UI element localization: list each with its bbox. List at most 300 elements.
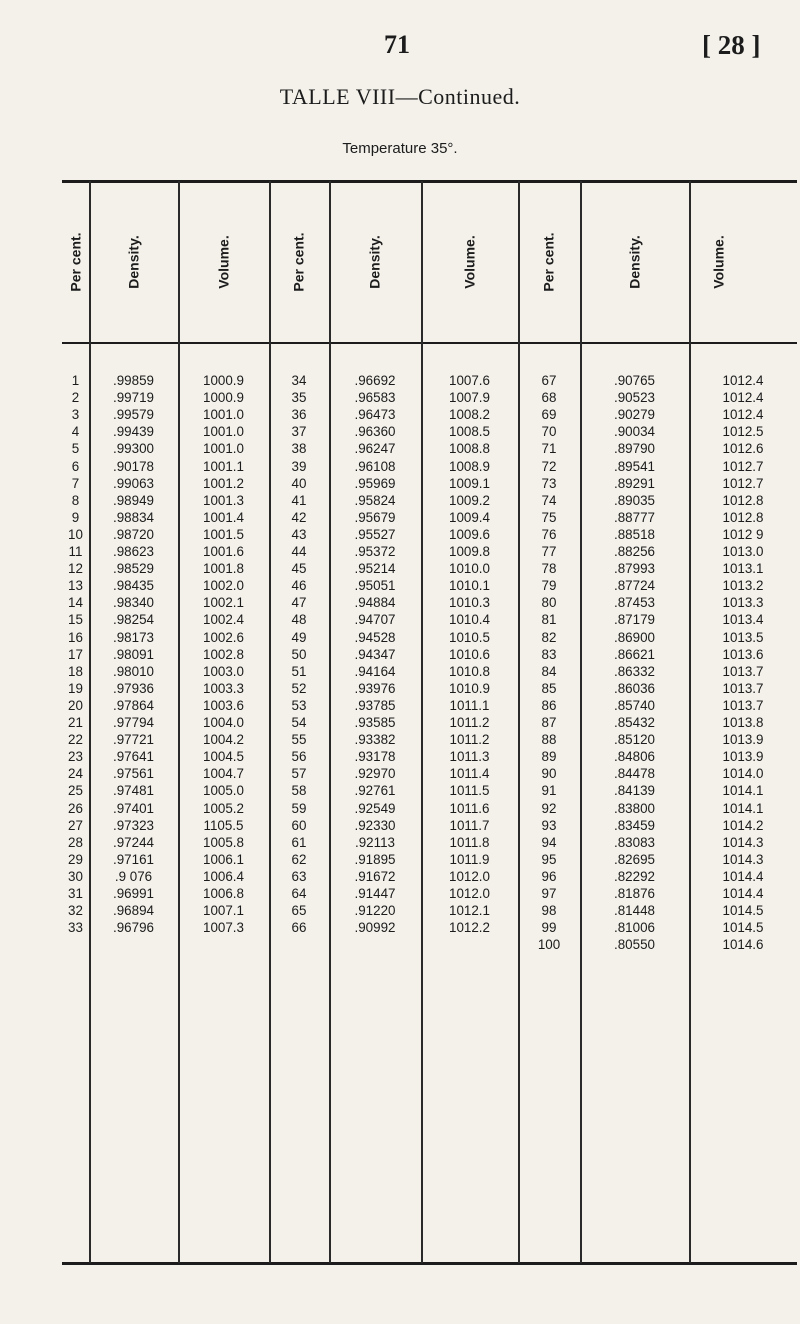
volume-cell: 1005.8 <box>203 834 244 850</box>
volume-cell: 1011.5 <box>449 783 490 799</box>
density-cell: .97936 <box>113 680 154 696</box>
per-cent-cell: 11 <box>68 544 83 559</box>
per-cent-cell: 91 <box>541 783 557 799</box>
per-cent-cell: 79 <box>541 578 557 594</box>
per-cent-cell: 7 <box>71 475 80 491</box>
per-cent-cell: 43 <box>291 526 307 542</box>
volume-cell: 1008.9 <box>449 458 490 474</box>
density-cell: .90765 <box>614 373 655 388</box>
density-cell: .89541 <box>614 458 655 474</box>
per-cent-cell: 97 <box>541 886 557 901</box>
density-cell: .98340 <box>113 595 154 611</box>
density-cell: .81876 <box>614 886 655 901</box>
header-per-cent: Per cent. <box>290 232 307 292</box>
density-cell: .9 076 <box>114 868 153 884</box>
density-cell: .84806 <box>614 749 655 765</box>
header-volume: Volume. <box>710 235 727 289</box>
density-cell: .97161 <box>113 851 154 867</box>
per-cent-cell: 3 <box>71 407 80 423</box>
per-cent-cell: 57 <box>291 766 307 782</box>
per-cent-cell: 99 <box>541 920 557 936</box>
per-cent-cell: 54 <box>291 715 307 730</box>
density-cell: .94347 <box>354 646 396 662</box>
per-cent-cell: 28 <box>68 834 83 850</box>
volume-cell: 1012.1 <box>449 903 490 919</box>
per-cent-cell: 41 <box>291 492 307 508</box>
density-cell: .99719 <box>113 390 154 406</box>
volume-cell: 1009.1 <box>449 475 490 491</box>
per-cent-cell: 24 <box>68 766 83 782</box>
density-cell: .87724 <box>614 578 655 594</box>
per-cent-cell: 10 <box>68 526 83 542</box>
density-cell: .92330 <box>354 817 396 833</box>
volume-cell: 1010.9 <box>449 680 490 696</box>
per-cent-cell: 55 <box>291 732 307 748</box>
per-cent-cell: 58 <box>291 783 307 799</box>
density-cell: .98254 <box>113 612 154 628</box>
density-cell: .96247 <box>354 441 396 457</box>
volume-cell: 1014.5 <box>722 903 764 919</box>
per-cent-cell: 31 <box>68 886 83 901</box>
density-cell: .89790 <box>614 441 655 457</box>
density-cell: .94707 <box>354 612 396 628</box>
per-cent-cell: 5 <box>71 441 80 457</box>
density-cell: .93976 <box>354 680 396 696</box>
volume-cell: 1002.8 <box>203 646 244 662</box>
volume-cell: 1012.4 <box>722 407 764 423</box>
table-title: TALLE VIII—Continued. <box>279 84 521 109</box>
volume-cell: 1013.9 <box>722 732 764 748</box>
density-cell: .83459 <box>614 817 655 833</box>
density-cell: .92970 <box>354 766 396 782</box>
volume-cell: 1012.2 <box>449 920 490 936</box>
volume-cell: 1011.2 <box>449 732 490 748</box>
volume-cell: 1012.8 <box>722 509 764 525</box>
header-density: Density. <box>626 235 643 289</box>
volume-cell: 1004.2 <box>203 732 244 748</box>
volume-cell: 1001.8 <box>203 561 244 577</box>
per-cent-cell: 77 <box>541 544 557 559</box>
volume-cell: 1002.0 <box>203 578 244 594</box>
density-cell: .89291 <box>614 475 655 491</box>
density-cell: .87993 <box>614 561 655 577</box>
density-cell: .96473 <box>354 407 396 423</box>
density-cell: .99063 <box>113 475 154 491</box>
per-cent-cell: 16 <box>68 629 83 645</box>
per-cent-cell: 30 <box>68 868 83 884</box>
header-volume: Volume. <box>461 235 478 289</box>
volume-cell: 1014.6 <box>722 937 764 953</box>
volume-cell: 1007.9 <box>449 390 490 406</box>
volume-cell: 1004.7 <box>203 766 244 782</box>
density-cell: .96796 <box>113 920 154 936</box>
volume-cell: 1012.5 <box>722 424 764 440</box>
per-cent-cell: 82 <box>541 629 557 645</box>
per-cent-cell: 12 <box>68 561 83 577</box>
density-cell: .98720 <box>113 526 154 542</box>
density-cell: .87179 <box>614 612 655 628</box>
density-cell: .94528 <box>354 629 396 645</box>
per-cent-cell: 19 <box>68 680 83 696</box>
volume-cell: 1009.6 <box>449 526 490 542</box>
per-cent-cell: 35 <box>291 390 307 406</box>
volume-cell: 1011.3 <box>449 749 490 765</box>
per-cent-cell: 74 <box>541 492 557 508</box>
volume-cell: 1008.2 <box>449 407 490 423</box>
per-cent-cell: 90 <box>541 766 557 782</box>
volume-cell: 1000.9 <box>203 373 244 388</box>
density-cell: .90178 <box>113 458 154 474</box>
per-cent-cell: 42 <box>291 509 307 525</box>
per-cent-cell: 46 <box>291 578 307 594</box>
per-cent-cell: 40 <box>291 475 307 491</box>
volume-cell: 1013.9 <box>722 749 764 765</box>
per-cent-cell: 34 <box>291 373 307 388</box>
volume-cell: 1001.0 <box>203 407 244 423</box>
per-cent-cell: 76 <box>541 526 557 542</box>
volume-cell: 1001.4 <box>203 509 244 525</box>
density-cell: .86332 <box>614 663 655 679</box>
volume-cell: 1007.3 <box>203 920 244 936</box>
per-cent-cell: 60 <box>291 817 307 833</box>
per-cent-cell: 83 <box>541 646 557 662</box>
density-cell: .91220 <box>354 903 396 919</box>
per-cent-cell: 25 <box>68 783 83 799</box>
density-cell: .97244 <box>113 834 154 850</box>
per-cent-cell: 89 <box>541 749 557 765</box>
density-cell: .88518 <box>614 526 655 542</box>
volume-cell: 1005.0 <box>203 783 244 799</box>
density-cell: .97641 <box>113 749 154 765</box>
per-cent-cell: 62 <box>291 851 307 867</box>
per-cent-cell: 66 <box>291 920 307 936</box>
per-cent-cell: 93 <box>541 817 557 833</box>
density-cell: .96108 <box>354 458 396 474</box>
density-cell: .81006 <box>614 920 655 936</box>
density-cell: .96991 <box>113 886 154 901</box>
volume-cell: 1010.8 <box>449 663 490 679</box>
density-cell: .97721 <box>113 732 154 748</box>
density-cell: .98529 <box>113 561 154 577</box>
per-cent-cell: 36 <box>291 407 307 423</box>
per-cent-cell: 1 <box>71 373 80 388</box>
density-cell: .98949 <box>113 492 154 508</box>
density-cell: .80550 <box>614 937 655 953</box>
per-cent-cell: 70 <box>541 424 557 440</box>
density-cell: .94884 <box>354 595 396 611</box>
density-cell: .95969 <box>354 475 396 491</box>
density-cell: .98834 <box>113 509 154 525</box>
density-cell: .97561 <box>113 766 154 782</box>
page-number: 71 <box>384 30 410 59</box>
volume-cell: 1012 9 <box>722 526 764 542</box>
header-volume: Volume. <box>215 235 232 289</box>
volume-cell: 1000.9 <box>203 390 244 406</box>
density-cell: .96583 <box>354 390 396 406</box>
density-cell: .99300 <box>113 441 154 457</box>
volume-cell: 1003.6 <box>203 697 244 713</box>
volume-cell: 1002.6 <box>203 629 244 645</box>
per-cent-cell: 38 <box>291 441 307 457</box>
volume-cell: 1012.8 <box>722 492 764 508</box>
per-cent-cell: 78 <box>541 561 557 577</box>
per-cent-cell: 23 <box>68 749 83 765</box>
per-cent-cell: 29 <box>68 851 83 867</box>
per-cent-cell: 98 <box>541 903 557 919</box>
density-cell: .88256 <box>614 544 655 559</box>
per-cent-cell: 52 <box>291 680 307 696</box>
per-cent-cell: 100 <box>537 937 561 953</box>
volume-cell: 1012.0 <box>449 868 490 884</box>
volume-cell: 1013.4 <box>722 612 764 628</box>
density-cell: .88777 <box>614 509 655 525</box>
volume-cell: 1012.4 <box>722 390 764 406</box>
density-cell: .98091 <box>113 646 154 662</box>
density-cell: .97323 <box>113 817 154 833</box>
volume-cell: 1014.1 <box>722 783 764 799</box>
density-cell: .98010 <box>113 663 154 679</box>
density-cell: .93178 <box>354 749 396 765</box>
per-cent-cell: 71 <box>541 441 557 457</box>
volume-cell: 1014.4 <box>722 868 764 884</box>
per-cent-cell: 61 <box>291 834 307 850</box>
density-cell: .85120 <box>614 732 655 748</box>
density-cell: .97401 <box>113 800 154 816</box>
per-cent-cell: 67 <box>541 373 557 388</box>
per-cent-cell: 72 <box>541 458 557 474</box>
table-subtitle: Temperature 35°. <box>342 140 458 157</box>
density-cell: .82292 <box>614 868 655 884</box>
density-cell: .98623 <box>113 544 154 559</box>
per-cent-cell: 68 <box>541 390 557 406</box>
header-density: Density. <box>125 235 142 289</box>
per-cent-cell: 81 <box>541 612 557 628</box>
volume-cell: 1014.1 <box>722 800 764 816</box>
per-cent-cell: 96 <box>541 868 557 884</box>
density-cell: .93585 <box>354 715 396 730</box>
volume-cell: 1001.5 <box>203 526 244 542</box>
header-per-cent: Per cent. <box>67 232 84 292</box>
volume-cell: 1002.1 <box>203 595 244 611</box>
volume-cell: 1013.3 <box>722 595 764 611</box>
bottom-rule <box>62 1262 797 1265</box>
density-cell: .95527 <box>354 526 396 542</box>
density-cell: .90034 <box>614 424 655 440</box>
volume-cell: 1014.2 <box>722 817 764 833</box>
header-density: Density. <box>367 235 383 289</box>
volume-cell: 1010.5 <box>449 629 490 645</box>
density-cell: .97481 <box>113 783 154 799</box>
per-cent-cell: 88 <box>541 732 557 748</box>
volume-cell: 1014.0 <box>722 766 764 782</box>
volume-cell: 1007.6 <box>449 373 490 388</box>
density-cell: .92761 <box>354 783 396 799</box>
volume-cell: 1013.2 <box>722 578 764 594</box>
density-cell: .95051 <box>354 578 396 594</box>
density-cell: .99439 <box>113 424 154 440</box>
per-cent-cell: 44 <box>291 544 307 559</box>
volume-cell: 1001.3 <box>203 492 244 508</box>
volume-cell: 1001.6 <box>203 544 244 559</box>
volume-cell: 1011.8 <box>449 834 490 850</box>
volume-cell: 1011.9 <box>449 851 490 867</box>
volume-cell: 1012.4 <box>722 373 764 388</box>
volume-cell: 1105.5 <box>203 817 244 833</box>
volume-cell: 1009.4 <box>449 509 490 525</box>
density-cell: .99859 <box>113 373 154 388</box>
density-cell: .82695 <box>614 851 655 867</box>
volume-cell: 1012.6 <box>722 441 764 457</box>
per-cent-cell: 48 <box>291 612 307 628</box>
volume-cell: 1010.0 <box>449 561 490 577</box>
volume-cell: 1006.4 <box>203 868 244 884</box>
per-cent-cell: 21 <box>68 715 83 730</box>
per-cent-cell: 73 <box>541 475 557 491</box>
per-cent-cell: 69 <box>541 407 557 423</box>
per-cent-cell: 92 <box>541 800 557 816</box>
density-cell: .95824 <box>354 492 396 508</box>
volume-cell: 1014.3 <box>722 851 764 867</box>
density-cell: .90523 <box>614 390 655 406</box>
per-cent-cell: 39 <box>291 458 307 474</box>
volume-cell: 1001.0 <box>203 441 244 457</box>
volume-cell: 1003.0 <box>203 663 244 679</box>
density-cell: .94164 <box>354 663 396 679</box>
density-cell: .91895 <box>354 851 396 867</box>
per-cent-cell: 20 <box>68 697 83 713</box>
volume-cell: 1004.0 <box>203 715 244 730</box>
volume-cell: 1012.7 <box>722 458 764 474</box>
volume-cell: 1013.0 <box>722 544 764 559</box>
volume-cell: 1011.1 <box>449 697 490 713</box>
volume-cell: 1013.7 <box>722 697 764 713</box>
density-cell: .83800 <box>614 800 655 816</box>
density-cell: .85740 <box>614 697 655 713</box>
density-cell: .91447 <box>354 886 396 901</box>
volume-cell: 1013.7 <box>722 680 764 696</box>
volume-cell: 1008.8 <box>449 441 490 457</box>
volume-cell: 1009.2 <box>449 492 490 508</box>
density-cell: .92113 <box>355 834 395 850</box>
density-cell: .99579 <box>113 407 154 423</box>
per-cent-cell: 8 <box>71 492 80 508</box>
per-cent-cell: 14 <box>68 595 83 611</box>
volume-cell: 1013.1 <box>722 561 764 577</box>
per-cent-cell: 17 <box>68 646 83 662</box>
volume-cell: 1006.1 <box>203 851 244 867</box>
per-cent-cell: 94 <box>541 834 557 850</box>
volume-cell: 1012.7 <box>722 475 764 491</box>
per-cent-cell: 49 <box>291 629 307 645</box>
volume-cell: 1009.8 <box>449 544 490 559</box>
volume-cell: 1011.2 <box>449 715 490 730</box>
density-cell: .87453 <box>614 595 655 611</box>
volume-cell: 1001.1 <box>203 458 244 474</box>
per-cent-cell: 51 <box>291 663 307 679</box>
volume-cell: 1004.5 <box>203 749 244 765</box>
density-cell: .97864 <box>113 697 154 713</box>
per-cent-cell: 9 <box>71 509 80 525</box>
density-cell: .95372 <box>354 544 396 559</box>
per-cent-cell: 87 <box>541 715 557 730</box>
density-cell: .96894 <box>113 903 154 919</box>
density-cell: .83083 <box>614 834 655 850</box>
per-cent-cell: 6 <box>71 458 80 474</box>
per-cent-cell: 22 <box>68 732 83 748</box>
density-cell: .92549 <box>354 800 396 816</box>
density-cell: .98173 <box>113 629 154 645</box>
per-cent-cell: 63 <box>291 868 307 884</box>
volume-cell: 1011.4 <box>449 766 490 782</box>
volume-cell: 1013.8 <box>722 715 764 730</box>
per-cent-cell: 84 <box>541 663 557 679</box>
volume-cell: 1014.3 <box>722 834 764 850</box>
volume-cell: 1003.3 <box>203 680 244 696</box>
per-cent-cell: 86 <box>541 697 557 713</box>
volume-cell: 1011.7 <box>449 817 490 833</box>
per-cent-cell: 13 <box>68 578 83 594</box>
volume-cell: 1010.1 <box>449 578 490 594</box>
per-cent-cell: 50 <box>291 646 307 662</box>
per-cent-cell: 33 <box>68 920 83 936</box>
density-cell: .96692 <box>354 373 396 388</box>
volume-cell: 1011.6 <box>449 800 490 816</box>
per-cent-cell: 85 <box>541 680 557 696</box>
per-cent-cell: 37 <box>291 424 307 440</box>
header-per-cent: Per cent. <box>540 232 557 292</box>
volume-cell: 1010.3 <box>449 595 490 611</box>
per-cent-cell: 95 <box>541 851 557 867</box>
density-cell: .86036 <box>614 680 655 696</box>
density-cell: .90992 <box>354 920 396 936</box>
volume-cell: 1013.7 <box>722 663 764 679</box>
volume-cell: 1005.2 <box>203 800 244 816</box>
per-cent-cell: 65 <box>291 903 307 919</box>
density-cell: .84478 <box>614 766 655 782</box>
per-cent-cell: 15 <box>68 612 83 628</box>
per-cent-cell: 26 <box>68 800 83 816</box>
volume-cell: 1012.0 <box>449 886 490 901</box>
density-cell: .95214 <box>354 561 396 577</box>
per-cent-cell: 56 <box>291 749 307 765</box>
density-cell: .93785 <box>354 697 396 713</box>
header-rule <box>62 342 797 344</box>
density-cell: .86900 <box>614 629 655 645</box>
density-cell: .98435 <box>113 578 154 594</box>
volume-cell: 1010.4 <box>449 612 490 628</box>
volume-cell: 1013.5 <box>722 629 764 645</box>
density-cell: .84139 <box>614 783 655 799</box>
per-cent-cell: 75 <box>541 509 557 525</box>
plate-reference: [ 28 ] <box>702 30 761 60</box>
top-rule <box>62 180 797 183</box>
density-cell: .95679 <box>354 509 396 525</box>
density-cell: .81448 <box>614 903 655 919</box>
per-cent-cell: 27 <box>68 817 83 833</box>
volume-cell: 1014.4 <box>722 886 764 901</box>
per-cent-cell: 59 <box>291 800 307 816</box>
per-cent-cell: 47 <box>291 595 307 611</box>
density-cell: .93382 <box>354 732 396 748</box>
volume-cell: 1014.5 <box>722 920 764 936</box>
density-cell: .86621 <box>614 646 655 662</box>
density-cell: .90279 <box>614 407 655 423</box>
volume-cell: 1013.6 <box>722 646 764 662</box>
per-cent-cell: 18 <box>68 663 83 679</box>
volume-cell: 1006.8 <box>203 886 244 901</box>
volume-cell: 1002.4 <box>203 612 244 628</box>
per-cent-cell: 80 <box>541 595 557 611</box>
